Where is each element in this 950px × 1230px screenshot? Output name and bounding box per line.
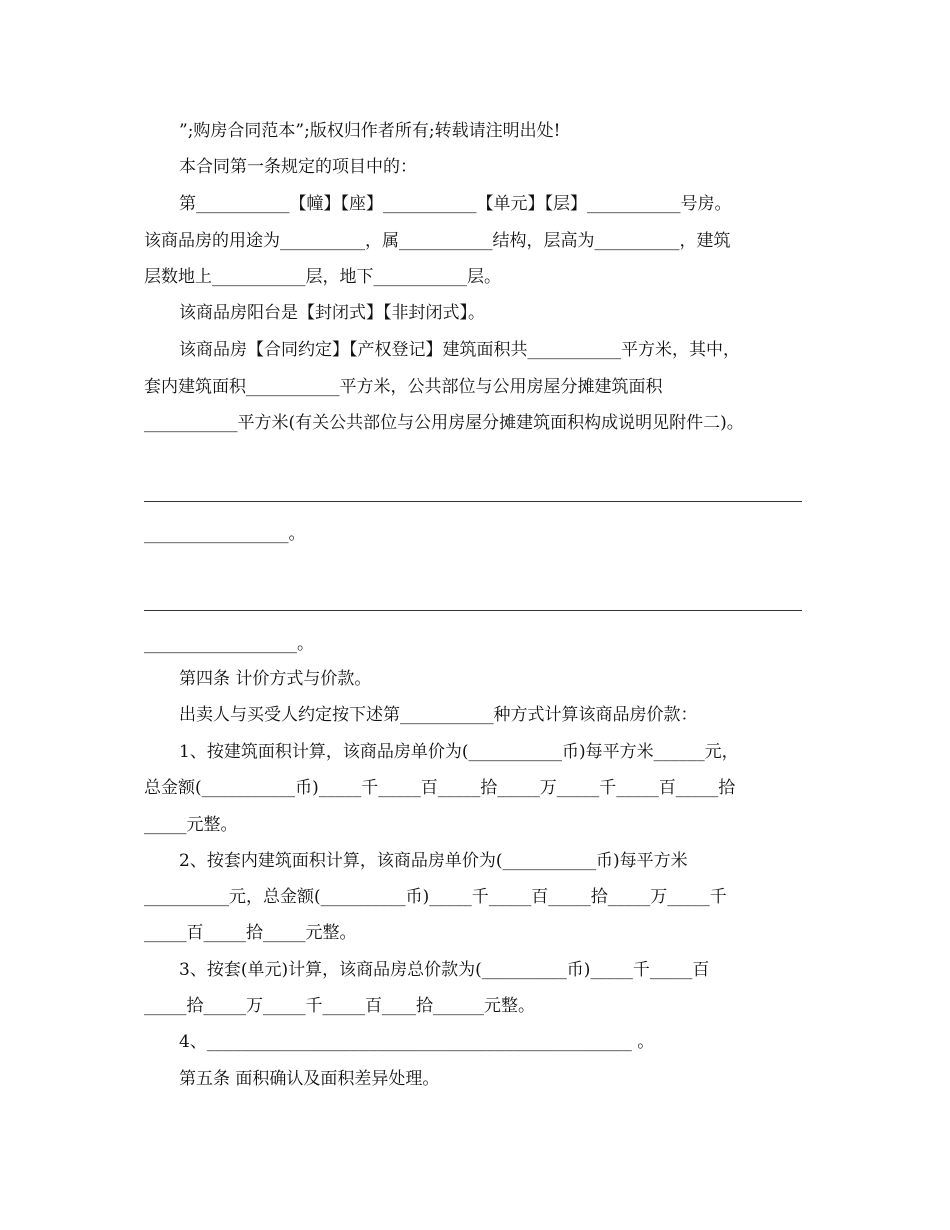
copyright-notice: ”;购房合同范本”;版权归作者所有;转载请注明出处!	[179, 121, 561, 141]
paragraph-pricing-method: 出卖人与买受人约定按下述第___________种方式计算该商品房价款：	[179, 705, 698, 725]
blank-rule-line	[144, 610, 802, 611]
clause-3-line-2: _____拾_____万_____千_____百____拾______元整。	[144, 996, 535, 1016]
section-five-heading: 第五条 面积确认及面积差异处理。	[179, 1069, 440, 1089]
paragraph-balcony: 该商品房阳台是【封闭式】【非封闭式】。	[179, 303, 485, 323]
blank-line-end: __________________。	[144, 634, 314, 654]
paragraph-intro: 本合同第一条规定的项目中的：	[179, 157, 417, 177]
clause-1-line-2: 总金额(___________币)_____千_____百_____拾_____万_____千_____百_____拾	[144, 778, 736, 798]
clause-1-line-1: 1、按建筑面积计算，该商品房单价为(___________币)每平方米______元，	[179, 742, 739, 762]
clause-2-line-2: __________元，总金额(__________币)_____千_____百_____拾_____万_____千	[144, 887, 727, 907]
clause-4: 4、__________________________________________________ 。	[179, 1032, 655, 1052]
blank-rule-line	[144, 501, 802, 502]
section-four-heading: 第四条 计价方式与价款。	[179, 669, 372, 689]
paragraph-area-inner: 套内建筑面积___________平方米，公共部位与公用房屋分摊建筑面积	[144, 377, 663, 397]
paragraph-area-shared: ___________平方米(有关公共部位与公用房屋分摊建筑面积构成说明见附件二)。	[144, 413, 744, 433]
paragraph-floor-count: 层数地上___________层，地下___________层。	[144, 267, 501, 287]
clause-3-line-1: 3、按套(单元)计算，该商品房总价款为(__________币)_____千_____百	[179, 960, 710, 980]
paragraph-area-total: 该商品房【合同约定】【产权登记】建筑面积共___________平方米，其中，	[179, 340, 740, 360]
clause-2-line-1: 2、按套内建筑面积计算，该商品房单价为(___________币)每平方米	[179, 851, 688, 871]
paragraph-unit-location: 第___________【幢】【座】___________【单元】【层】___________号房。	[179, 194, 732, 214]
clause-1-line-3: _____元整。	[144, 815, 238, 835]
clause-2-line-3: _____百_____拾_____元整。	[144, 923, 357, 943]
blank-line-end: _________________。	[144, 524, 306, 544]
paragraph-usage-structure: 该商品房的用途为__________，属___________结构，层高为__________，建筑	[144, 231, 731, 251]
